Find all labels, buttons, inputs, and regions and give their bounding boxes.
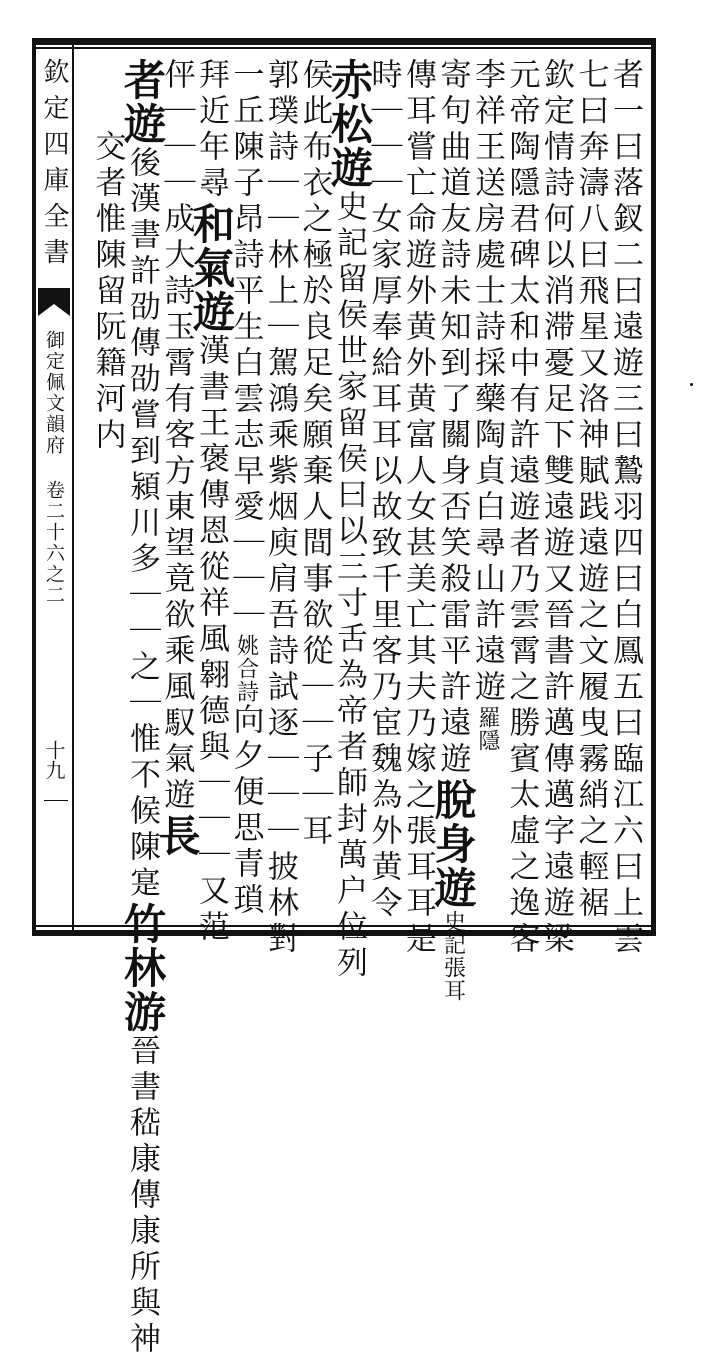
top-border-inner (32, 47, 656, 49)
volume-title: 御定佩文韻府 卷二十六之二 (43, 330, 65, 606)
entry-heading: 長 (152, 814, 202, 858)
body-text: 者一曰落釵二曰遠遊三曰鷙羽四曰白鳳五曰臨江六曰上雲 (607, 58, 643, 958)
body-text: 史記留侯世家留侯曰以三寸舌為帝者師封萬户位列 (331, 190, 367, 982)
entry-heading: 脫身遊 (428, 778, 478, 910)
entry-heading: 竹林游 (118, 902, 167, 1034)
page-number-underline (44, 800, 68, 801)
body-text: 時｜｜｜女家厚奉給耳耳以故致千里客乃宦魏為外黄令 (365, 58, 402, 922)
entry-heading: 者遊 (118, 58, 167, 146)
body-text: 傳耳嘗亡命遊外黄外黄富人女甚美亡其夫乃嫁之張耳耳是 (400, 58, 436, 958)
body-text: 元帝陶隱君碑太和中有許遠遊者乃雲霄之勝賓太虛之逸客 (503, 58, 540, 958)
top-border (32, 38, 656, 45)
body-text: 交者惟陳留阮籍河内 (89, 58, 126, 454)
body-text: 侯此布衣之極於良足矣願棄人間事欲從｜｜子｜耳 (296, 58, 333, 850)
annotation-text: 羅隱 (475, 706, 500, 752)
body-text: 後漢書許劭傳劭嘗到潁川多｜｜之｜惟不候陳寔 (124, 146, 160, 902)
entry-heading: 和氣遊 (187, 202, 236, 334)
body-text: 拜近年尋 (193, 58, 229, 202)
body-text: 欽定情詩何以消滞憂足下雙遠遊又晉書許邁傳邁字遠遊梁 (538, 58, 574, 958)
margin-divider (72, 38, 74, 936)
annotation-text: 史記張耳 (440, 910, 466, 1002)
body-text: 寄句曲道友詩未知到了關身否笑殺雷平許遠遊 (434, 58, 471, 778)
body-text: 李祥王送房處士詩採藥陶貞白尋山許遠遊 (469, 58, 505, 706)
body-text: 向夕便思青瑣 (227, 703, 264, 919)
body-text: 七曰奔濤八曰飛星又洛神賦践遠遊之文履曳霧綃之輕裾 (572, 58, 609, 922)
page-number: 十九 (42, 740, 66, 780)
right-border (651, 38, 656, 936)
book-title: 欽定四庫全書 (39, 58, 69, 274)
ink-speck (690, 383, 693, 386)
body-text: 伻｜｜｜成大詩玉霄有客方東望竟欲乘風馭氣遊 (158, 58, 195, 814)
body-text: 晉書嵇康傳康所與神 (124, 1034, 160, 1358)
annotation-text: 姚合詩 (233, 634, 259, 703)
entry-heading: 赤松遊 (325, 58, 374, 190)
body-text: 一丘陳子昂詩平生白雲志早愛｜｜｜ (227, 58, 264, 634)
body-text: 郭璞詩｜｜林上｜駕鴻乘紫烟庾肩吾詩試逐｜｜｜披林對 (262, 58, 298, 958)
body-text: 漢書王褒傳恩從祥風翱德與｜｜｜又范 (193, 334, 229, 946)
text-column (86, 58, 130, 922)
fishtail-mark-icon (36, 286, 72, 318)
